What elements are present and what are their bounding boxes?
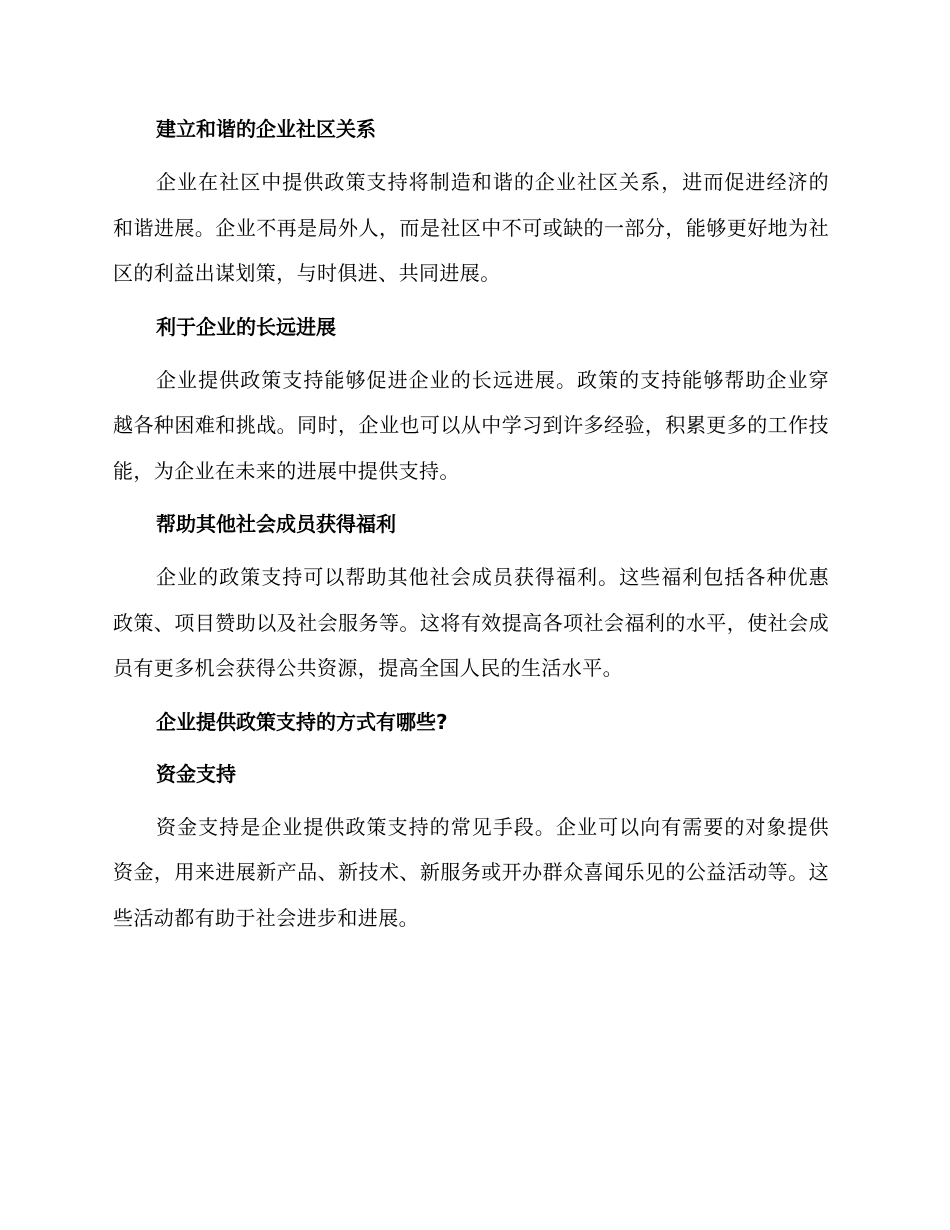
section-heading-funding: 资金支持	[156, 761, 236, 786]
section-heading-welfare: 帮助其他社会成员获得福利	[156, 512, 396, 536]
section-paragraph-harmonious-relations: 企业在社区中提供政策支持将制造和谐的企业社区关系，进而促进经济的和谐进展。企业不再是局外人，而是社区中不可或缺的一部分，能够更好地为社区的利益出谋划策，与时俱进、共同进展。	[113, 170, 829, 285]
document-body	[113, 108, 829, 950]
section-heading-long-term-development: 利于企业的长远进展	[156, 314, 336, 339]
section-paragraph-welfare: 企业的政策支持可以帮助其他社会成员获得福利。这些福利包括各种优惠政策、项目赞助以及社会服务等。这将有效提高各项社会福利的水平，使社会成员有更多机会获得公共资源，提高全国人民的生活水平。	[113, 565, 829, 680]
section-paragraph-long-term-development: 企业提供政策支持能够促进企业的长远进展。政策的支持能够帮助企业穿越各种困难和挑战。同时，企业也可以从中学习到许多经验，积累更多的工作技能，为企业在未来的进展中提供支持。	[113, 367, 829, 483]
question-heading: 企业提供政策支持的方式有哪些?	[156, 709, 448, 734]
section-paragraph-funding: 资金支持是企业提供政策支持的常见手段。企业可以向有需要的对象提供资金，用来进展新产品、新技术、新服务或开办群众喜闻乐见的公益活动等。这些活动都有助于社会进步和进展。	[113, 814, 829, 930]
section-heading-harmonious-relations: 建立和谐的企业社区关系	[156, 117, 376, 141]
